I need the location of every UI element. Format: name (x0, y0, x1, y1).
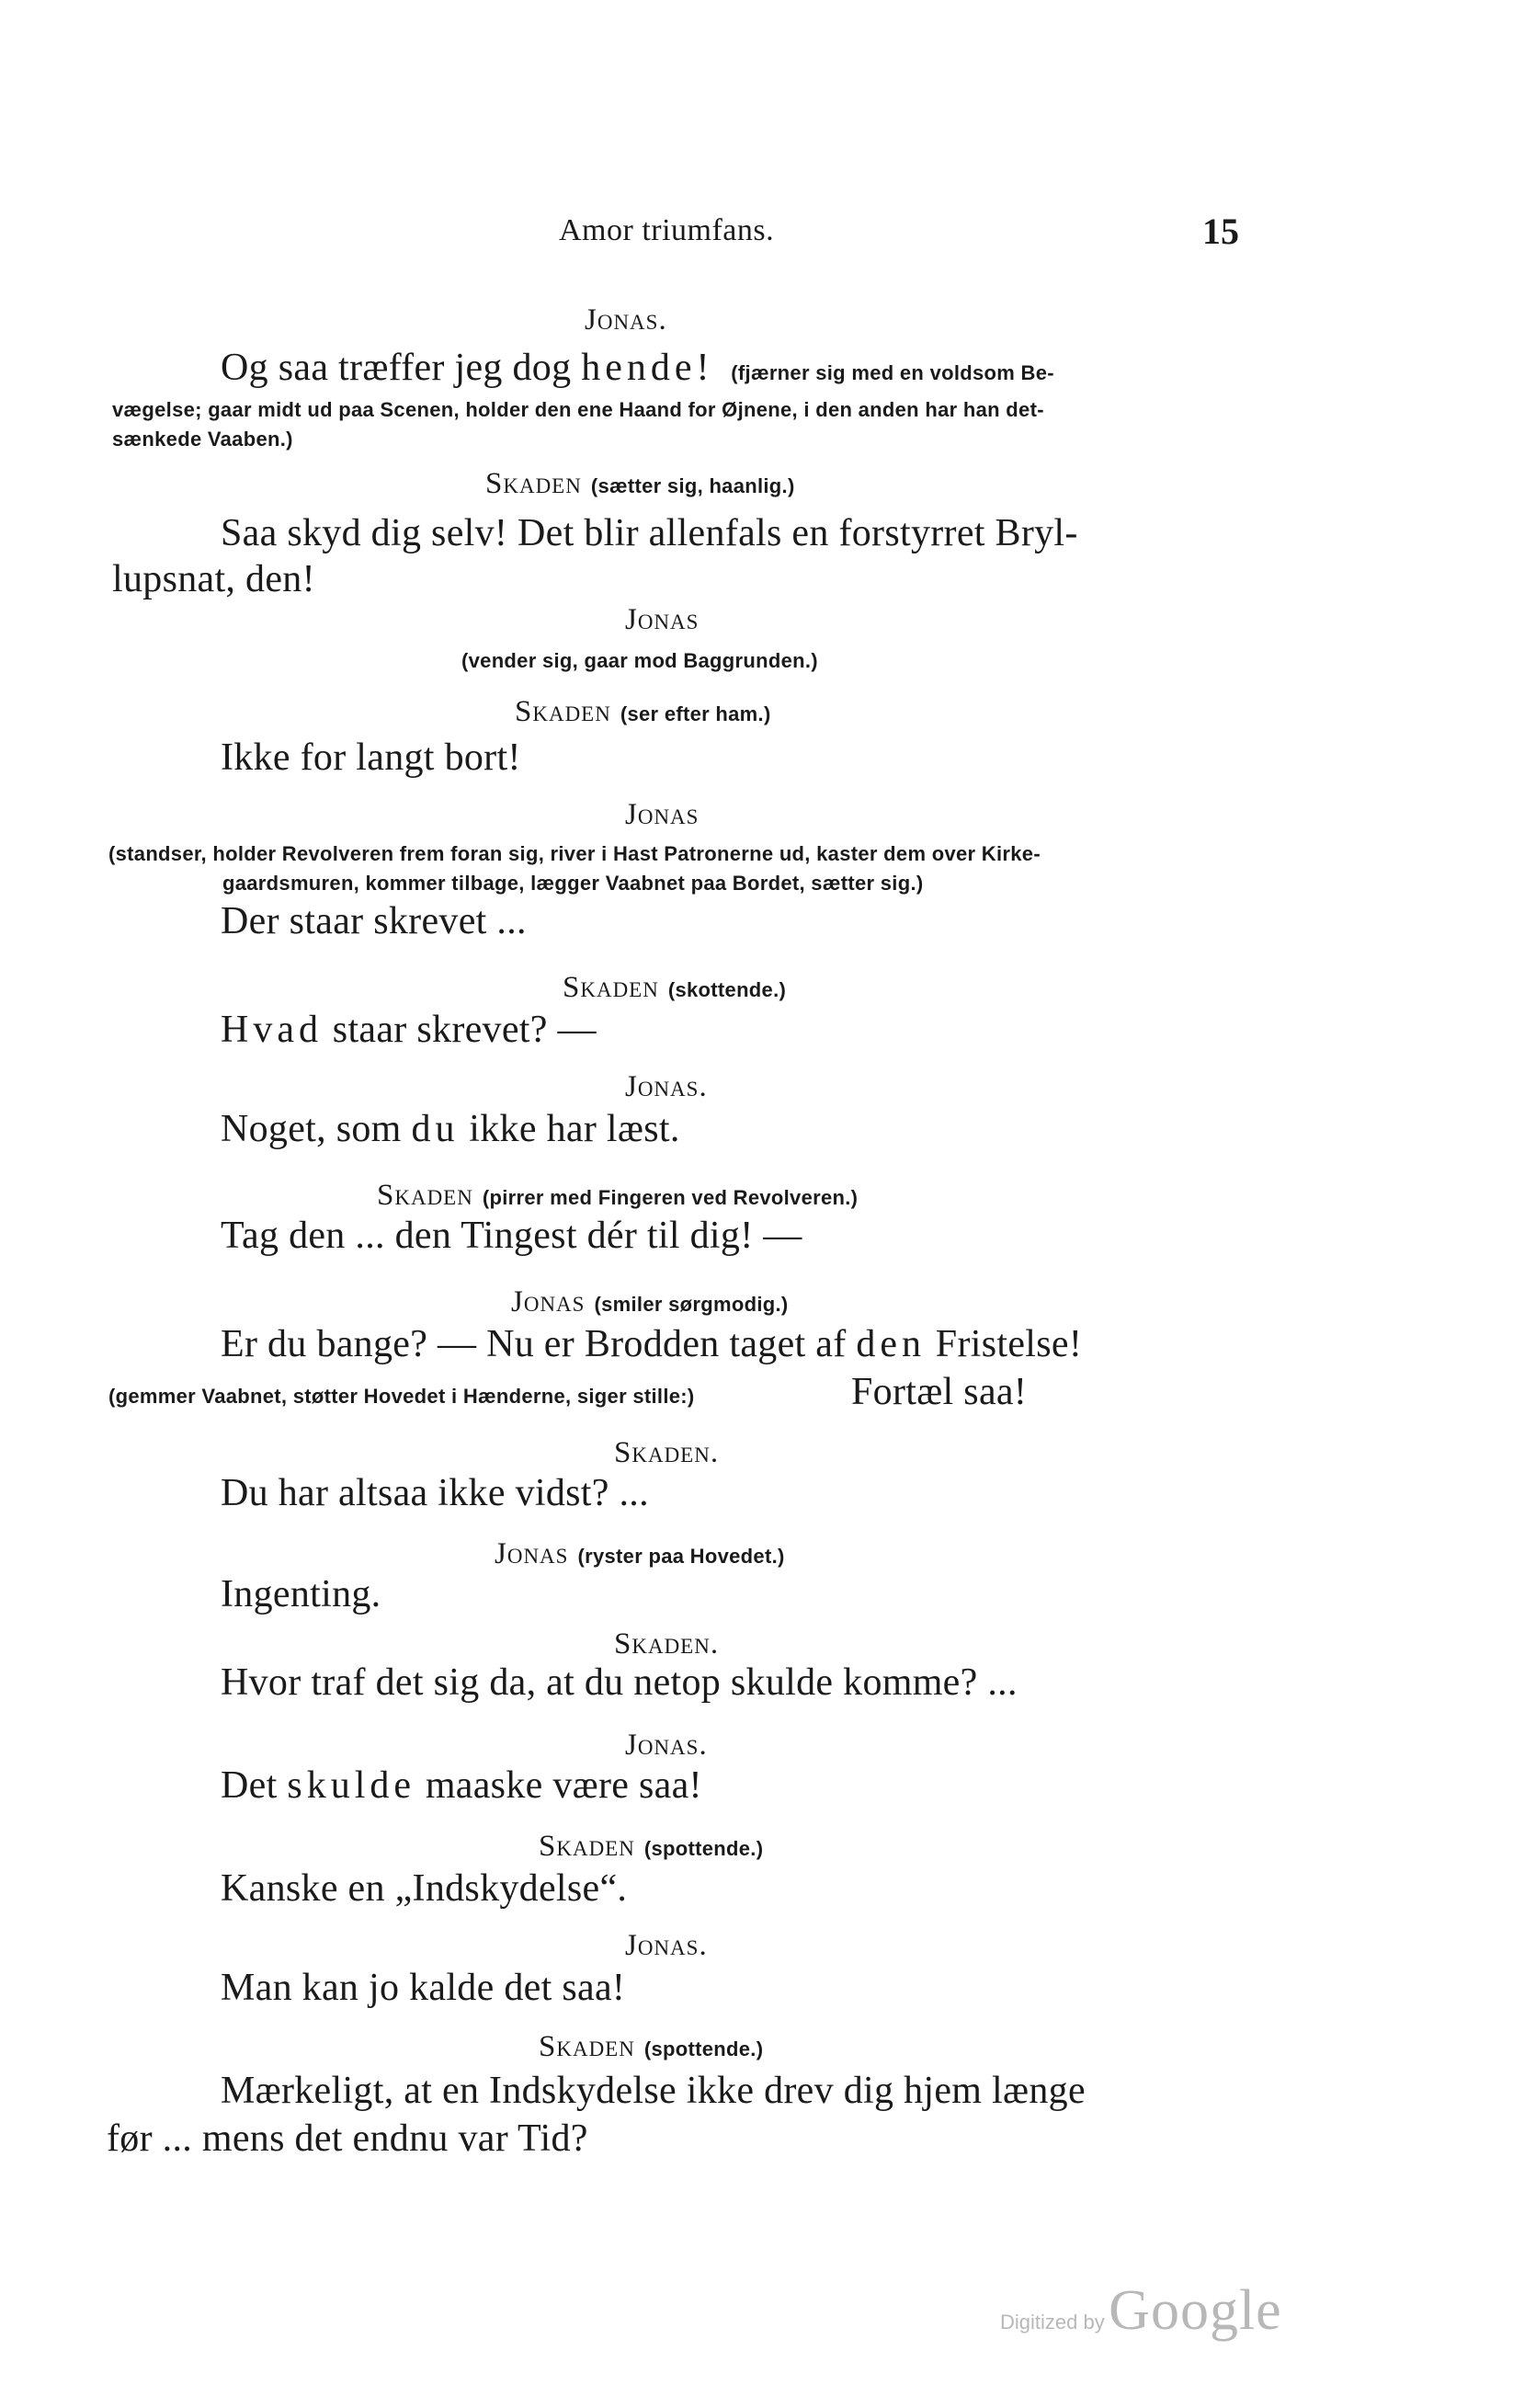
speaker-skaden: Skaden. (614, 1436, 720, 1469)
dialogue-text: Noget, som (221, 1108, 402, 1150)
stage-direction: (spottende.) (643, 2037, 764, 2060)
speaker-heading (563, 971, 786, 1005)
speaker-skaden: Skaden (377, 1179, 473, 1212)
dialogue-line: Man kan jo kalde det saa! (221, 1967, 626, 2009)
speaker-heading (515, 695, 771, 729)
dialogue-line (221, 1322, 1082, 1366)
speaker-jonas: Jonas (511, 1285, 586, 1318)
dialogue-line: Du har altsaa ikke vidst? ... (221, 1472, 649, 1514)
dialogue-line: Saa skyd dig selv! Det blir allenfals en forstyrret Bryl- (221, 512, 1078, 554)
speaker-skaden: Skaden (485, 467, 582, 500)
speaker-heading (377, 1179, 858, 1213)
running-header: Amor triumfans. (559, 213, 775, 247)
emphasis-text: skulde (287, 1764, 416, 1807)
dialogue-line: Kanske en „Indskydelse“. (221, 1867, 628, 1910)
emphasis-text: Hvad (221, 1009, 323, 1051)
speaker-heading (485, 467, 795, 501)
speaker-heading (511, 1285, 789, 1319)
speaker-jonas: Jonas. (625, 1070, 708, 1103)
dialogue-line (221, 1107, 680, 1151)
stage-direction: (spottende.) (643, 1837, 764, 1860)
dialogue-line (221, 1008, 597, 1052)
speaker-heading (539, 2030, 763, 2064)
dialogue-text: ikke har læst. (469, 1108, 680, 1150)
speaker-jonas: Jonas. (625, 1729, 708, 1762)
speaker-skaden: Skaden (515, 695, 611, 728)
dialogue-text: Og saa træffer jeg dog (221, 347, 572, 389)
dialogue-line (221, 1763, 702, 1808)
stage-direction: (vender sig, gaar mod Baggrunden.) (461, 649, 818, 672)
stage-direction: (smiler sørgmodig.) (594, 1293, 789, 1316)
speaker-jonas: Jonas (625, 603, 700, 636)
dialogue-text: maaske være saa! (425, 1764, 702, 1807)
stage-direction: (ryster paa Hovedet.) (577, 1545, 785, 1568)
dialogue-line: Tag den ... den Tingest dér til dig! — (221, 1215, 802, 1257)
watermark-prefix: Digitized by (1000, 2311, 1105, 2334)
dialogue-line: Ingenting. (221, 1573, 381, 1615)
dialogue-line: Ikke for langt bort! (221, 736, 521, 779)
stage-direction: (skottende.) (667, 978, 787, 1001)
dialogue-line (221, 346, 1054, 390)
dialogue-line: før ... mens det endnu var Tid? (107, 2117, 588, 2160)
dialogue-line: Der staar skrevet ... (221, 900, 527, 942)
page-number: 15 (1202, 211, 1239, 252)
stage-direction: (sætter sig, haanlig.) (590, 474, 795, 497)
stage-direction: sænkede Vaaben.) (112, 428, 293, 451)
dialogue-text: staar skrevet? — (332, 1009, 597, 1051)
google-logo: Google (1109, 2279, 1282, 2342)
stage-direction: vægelse; gaar midt ud paa Scenen, holder den ene Haand for Øjnene, i den anden har han det- (112, 398, 1044, 421)
speaker-skaden: Skaden. (614, 1627, 720, 1660)
speaker-heading (539, 1830, 763, 1864)
speaker-skaden: Skaden (539, 2030, 635, 2063)
dialogue-line: lupsnat, den! (112, 558, 315, 600)
digitized-watermark (1000, 2278, 1282, 2344)
speaker-skaden: Skaden (563, 971, 659, 1004)
stage-direction: gaardsmuren, kommer tilbage, lægger Vaabnet paa Bordet, sætter sig.) (222, 872, 924, 895)
dialogue-text: Er du bange? — Nu er Brodden taget af (221, 1323, 847, 1365)
dialogue-line: Fortæl saa! (851, 1371, 1028, 1413)
stage-direction: (ser efter ham.) (620, 702, 771, 725)
dialogue-line: Mærkeligt, at en Indskydelse ikke drev dig hjem længe (221, 2070, 1086, 2112)
speaker-skaden: Skaden (539, 1830, 635, 1863)
emphasis-text: hende! (581, 347, 714, 389)
dialogue-text: Det (221, 1764, 278, 1807)
dialogue-text: Fristelse! (935, 1323, 1083, 1365)
dialogue-line: Hvor traf det sig da, at du netop skulde komme? ... (221, 1661, 1018, 1704)
emphasis-text: du (411, 1108, 460, 1150)
speaker-jonas: Jonas. (625, 1929, 708, 1962)
speaker-jonas: Jonas (625, 798, 700, 831)
stage-direction: (fjærner sig med en voldsom Be- (731, 361, 1054, 384)
speaker-jonas: Jonas. (585, 303, 667, 337)
stage-direction: (standser, holder Revolveren frem foran sig, river i Hast Patronerne ud, kaster dem over Kirke- (108, 842, 1041, 865)
emphasis-text: den (856, 1323, 926, 1365)
stage-direction: (pirrer med Fingeren ved Revolveren.) (482, 1186, 859, 1209)
speaker-jonas: Jonas (495, 1537, 569, 1570)
stage-direction: (gemmer Vaabnet, støtter Hovedet i Hænderne, siger stille:) (108, 1385, 695, 1408)
speaker-heading (495, 1537, 785, 1571)
